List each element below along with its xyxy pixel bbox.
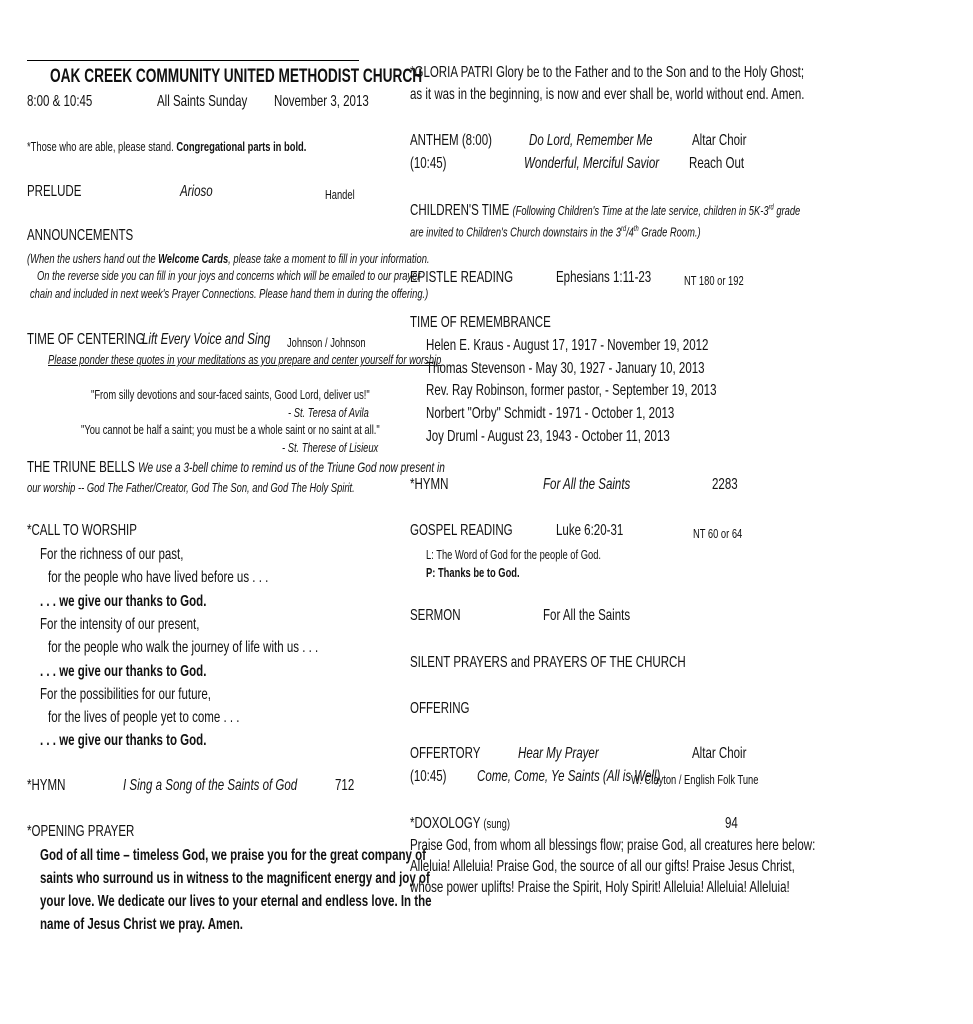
epistle-pages: NT 180 or 192: [684, 273, 744, 288]
offertory-performer-1: Altar Choir: [692, 745, 747, 762]
quote-1-attribution: - St. Teresa of Avila: [288, 405, 369, 420]
service-date: November 3, 2013: [274, 93, 369, 110]
service-occasion: All Saints Sunday: [157, 93, 248, 110]
remembrance-name: Norbert "Orby" Schmidt - 1971 - October 1, 2013: [426, 405, 675, 423]
hymn-2-label: *HYMN: [410, 476, 449, 493]
anthem-title-2: Wonderful, Merciful Savior: [524, 155, 660, 172]
call-to-worship-label: *CALL TO WORSHIP: [27, 522, 137, 539]
standing-note: *Those who are able, please stand. Congregational parts in bold.: [27, 139, 307, 154]
call-to-worship-line: For the richness of our past,: [40, 546, 184, 563]
quote-2-attribution: - St. Therese of Lisieux: [282, 440, 379, 455]
prelude-title: Arioso: [180, 183, 213, 200]
remembrance-name: Helen E. Kraus - August 17, 1917 - November 19, 2012: [426, 337, 709, 354]
call-to-worship-line: for the people who walk the journey of life with us . . .: [48, 639, 319, 657]
call-to-worship-line: . . . we give our thanks to God.: [40, 732, 207, 750]
quote-1: "From silly devotions and sour-faced saints, Good Lord, deliver us!": [91, 387, 370, 402]
sermon-label: SERMON: [410, 607, 461, 624]
service-times: 8:00 & 10:45: [27, 93, 93, 110]
prelude-composer: Handel: [325, 187, 355, 202]
gospel-pages: NT 60 or 64: [693, 526, 743, 541]
call-to-worship-line: for the people who have lived before us . . .: [48, 569, 269, 587]
hymn-1-label: *HYMN: [27, 777, 66, 794]
announcements-label: ANNOUNCEMENTS: [27, 227, 134, 244]
remembrance-name: Thomas Stevenson - May 30, 1927 - January 10, 2013: [426, 359, 705, 377]
silent-prayers-label: SILENT PRAYERS and PRAYERS OF THE CHURCH: [410, 654, 686, 671]
centering-label: TIME OF CENTERING: [27, 331, 145, 348]
doxology-line: whose power uplifts! Praise the Spirit, Holy Spirit! Alleluia! Alleluia! Alleluia!: [410, 879, 790, 896]
call-to-worship-line: for the lives of people yet to come . . .: [48, 709, 240, 727]
childrens-time-line-1: CHILDREN'S TIME (Following Children's Time at the late service, children in 5K-3rd grade: [410, 202, 801, 219]
opening-prayer-line: saints who surround us in witness to the magnificent energy and joy of: [40, 870, 430, 887]
opening-prayer-line: name of Jesus Christ we pray. Amen.: [40, 916, 243, 933]
announcements-line-2: On the reverse side you can fill in your joys and concerns which will be emailed to our prayer: [37, 268, 421, 283]
offering-label: OFFERING: [410, 700, 470, 717]
offertory-label-1: OFFERTORY: [410, 745, 481, 762]
call-to-worship-line: . . . we give our thanks to God.: [40, 662, 207, 680]
remembrance-name: Joy Druml - August 23, 1943 - October 11, 2013: [426, 427, 670, 445]
doxology-line: Alleluia! Alleluia! Praise God, the source of all our gifts! Praise Jesus Christ,: [410, 858, 795, 875]
gospel-label: GOSPEL READING: [410, 522, 513, 539]
anthem-title-1: Do Lord, Remember Me: [529, 132, 653, 149]
gloria-patri-line-2: as it was in the beginning, is now and ever shall be, world without end. Amen.: [410, 86, 805, 103]
offertory-title-2: Come, Come, Ye Saints (All is Well): [477, 768, 661, 785]
hymn-1-title: I Sing a Song of the Saints of God: [123, 777, 298, 794]
anthem-label-1: ANTHEM (8:00): [410, 132, 492, 149]
gloria-patri-line-1: *GLORIA PATRI Glory be to the Father and to the Son and to the Holy Ghost;: [410, 64, 805, 81]
quote-2: "You cannot be half a saint; you must be a whole saint or no saint at all.": [81, 422, 380, 437]
gospel-reference: Luke 6:20-31: [556, 522, 624, 539]
offertory-label-2: (10:45): [410, 768, 447, 785]
header-rule: [27, 60, 359, 61]
hymn-2-title: For All the Saints: [543, 476, 631, 493]
doxology-number: 94: [725, 815, 738, 832]
centering-instruction: Please ponder these quotes in your meditations as you prepare and center yourself for worship: [48, 352, 442, 367]
sermon-title: For All the Saints: [543, 607, 631, 624]
remembrance-label: TIME OF REMEMBRANCE: [410, 314, 551, 331]
offertory-performer-2: W. Clayton / English Folk Tune: [631, 772, 759, 787]
epistle-reference: Ephesians 1:11-23: [556, 269, 652, 286]
hymn-2-number: 2283: [712, 476, 738, 493]
opening-prayer-line: your love. We dedicate our lives to your eternal and endless love. In the: [40, 893, 432, 910]
anthem-performer-1: Altar Choir: [692, 132, 747, 149]
centering-title: Lift Every Voice and Sing: [142, 331, 271, 348]
triune-bells-line-1: THE TRIUNE BELLS We use a 3-bell chime to remind us of the Triune God now present in: [27, 459, 445, 476]
doxology-label: *DOXOLOGY (sung): [410, 815, 510, 832]
childrens-time-line-2: are invited to Children's Church downstairs in the 3rd/4th Grade Room.): [410, 223, 701, 239]
prelude-label: PRELUDE: [27, 183, 82, 200]
call-to-worship-line: For the intensity of our present,: [40, 615, 200, 633]
gospel-people-response: P: Thanks be to God.: [426, 565, 520, 580]
gospel-leader-response: L: The Word of God for the people of God.: [426, 547, 602, 562]
offertory-title-1: Hear My Prayer: [518, 745, 599, 762]
announcements-line-1: (When the ushers hand out the Welcome Cards, please take a moment to fill in your information.: [27, 251, 430, 266]
doxology-line: Praise God, from whom all blessings flow; praise God, all creatures here below:: [410, 837, 816, 854]
hymn-1-number: 712: [335, 777, 355, 794]
centering-composer: Johnson / Johnson: [287, 335, 366, 350]
triune-bells-line-2: our worship -- God The Father/Creator, God The Son, and God The Holy Spirit.: [27, 480, 355, 495]
church-title: OAK CREEK COMMUNITY UNITED METHODIST CHURCH: [50, 66, 423, 87]
call-to-worship-line: For the possibilities for our future,: [40, 685, 211, 703]
opening-prayer-label: *OPENING PRAYER: [27, 823, 135, 840]
epistle-label: EPISTLE READING: [410, 269, 514, 286]
call-to-worship-line: . . . we give our thanks to God.: [40, 592, 207, 610]
anthem-performer-2: Reach Out: [689, 155, 745, 172]
anthem-label-2: (10:45): [410, 155, 447, 172]
opening-prayer-line: God of all time – timeless God, we praise you for the great company of: [40, 847, 427, 864]
remembrance-name: Rev. Ray Robinson, former pastor, - September 19, 2013: [426, 382, 717, 400]
announcements-line-3: chain and included in next week's Prayer Connections. Please hand them in during the offering.): [30, 286, 429, 301]
